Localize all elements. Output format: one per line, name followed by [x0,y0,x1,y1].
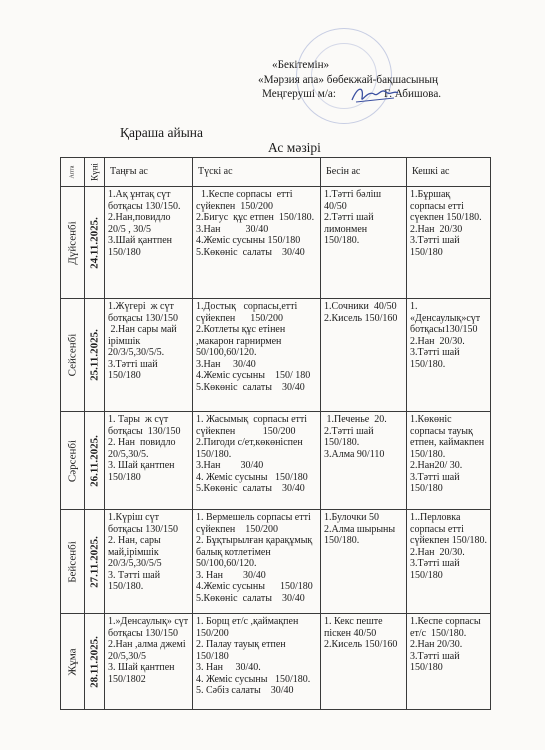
menu-title: Ас мәзірі [268,140,321,155]
menu-item: 2.Котлеты құс етінен ,макарон гарнирмен 50/100,60/120. [196,324,288,358]
snack-cell [321,299,407,412]
table-row [61,510,491,614]
menu-item: 2.Нан 20/30. [410,639,463,650]
lunch-cell [193,510,321,614]
month-label: Қараша айына [120,125,204,140]
menu-item: 1.Булочки 50 [324,512,380,523]
menu-item: 1.Сочники 40/50 [324,301,397,312]
menu-item: 3. Нан 30/40. [196,662,261,673]
menu-item: 2.Нан сары май ірімшік 20/3/5,30/5/5. [108,324,180,358]
menu-item: 5.Көкөніс салаты 30/40 [196,381,305,393]
menu-item: 5.Көкөніс салаты 30/40 [196,246,305,258]
menu-item: 4.Жеміс сусыны 150/ 180 [196,370,311,381]
date-cell: 24.11.2025. [85,187,105,299]
menu-item: 2.Нан ,алма джемі 20/5,30/5 [108,639,191,662]
menu-item: 4.Жеміс сусыны 150/180 [196,581,313,592]
menu-item: 1.Бұршақ сорпасы етті сүекпен 150/180. [410,189,482,223]
menu-item: 3. Тәтті шай 150/180. [108,569,163,592]
menu-item: 3.Тәтті шай 150/180. [410,347,463,370]
day-cell: Сәрсенбі [61,412,85,510]
menu-item: 3.Шай қантпен 150/180 [108,235,175,258]
date-cell: 26.11.2025. [85,412,105,510]
approval-position: Меңгеруші м/а: [262,88,336,100]
menu-item: 2.Бигус құс етпен 150/180. [196,212,315,223]
menu-item: 3.Тәтті шай 150/180 [410,471,463,494]
lunch-cell [193,614,321,710]
menu-item: 5.Көкөніс салаты 30/40 [196,592,305,604]
dinner-cell [407,412,491,510]
menu-item: 2.Кисель 150/160 [324,312,398,324]
menu-item: 2. Нан, сары май,ірімшік 20/3/5,30/5/5 [108,535,164,569]
menu-item: 4. Жеміс сусыны 150/180. [196,673,311,685]
dinner-cell [407,510,491,614]
menu-item: 1.Жүгері ж сүт ботқасы 130/150 [108,301,179,324]
table-row [61,299,491,412]
menu-item: 2.Нан 20/30. [410,546,465,558]
menu-item: 2.Кисель 150/160 [324,639,398,650]
breakfast-cell [105,187,193,299]
menu-item: 2.Нан20/ 30. [410,460,463,471]
header-dinner: Кешкі ас [407,158,491,187]
breakfast-cell [105,299,193,412]
breakfast-cell [105,510,193,614]
menu-item: 3.Алма 90/110 [324,448,385,460]
header-lunch: Түскі ас [193,158,321,187]
menu-item: 3.Тәтті шай 150/180 [410,235,463,258]
menu-item: 2.Тәтті шай лимонмен 150/180. [324,212,377,246]
menu-item: 1.Күріш сүт ботқасы 130/150 [108,512,179,535]
menu-item: 3.Нан 30/40 [196,223,269,235]
snack-cell [321,614,407,710]
menu-item: 1.Достық сорпасы,етті сүйекпен 150/200 [196,301,300,324]
menu-item: 2.Пигоди с/ет,көкөніспен 150/180. [196,437,306,460]
lunch-cell [193,412,321,510]
date-cell: 28.11.2025. [85,614,105,710]
menu-item: 5. Сәбіз салаты 30/40 [196,685,294,696]
menu-item: 1.Печенье 20. [324,414,387,425]
header-snack: Бесін ас [321,158,407,187]
lunch-cell [193,187,321,299]
menu-item: 1.Кеспе сорпасы ет/с 150/180. [410,616,484,639]
menu-item: 3.Тәтті шай 150/180 [410,650,463,673]
header-breakfast: Таңғы ас [105,158,193,187]
day-cell: Жұма [61,614,85,710]
menu-table [60,157,491,710]
day-cell: Дүйсенбі [61,187,85,299]
menu-item: 1..Перловка сорпасы етті сүйекпен 150/180. [410,512,488,546]
snack-cell [321,412,407,510]
menu-item: 1.Кеспе сорпасы етті сүйекпен 150/200 [196,189,296,212]
menu-item: 2. Бұқтырылған қарақұмық балық котлетімен 50/100,60/120. [196,535,315,569]
table-header-row [61,158,491,187]
breakfast-cell [105,412,193,510]
menu-item: 1. Борщ ет/с ,қаймақпен 150/200 [196,616,301,639]
header-date-column: Күні [85,158,105,187]
menu-item: 2.Нан 20/30 [410,223,463,235]
dinner-cell [407,299,491,412]
breakfast-cell [105,614,193,710]
snack-cell [321,187,407,299]
date-cell: 25.11.2025. [85,299,105,412]
table-row [61,187,491,299]
table-row [61,412,491,510]
approval-block [258,58,441,102]
menu-item: 1. Тары ж сүт ботқасы 130/150 [108,414,181,437]
menu-item: 3. Нан 30/40 [196,569,266,581]
menu-item: 1.Ақ ұнтақ сүт ботқасы 130/150. [108,189,181,212]
approval-line-3 [258,87,441,102]
menu-item: 2.Нан,повидло 20/5 , 30/5 [108,212,174,235]
dinner-cell [407,614,491,710]
date-cell: 27.11.2025. [85,510,105,614]
menu-item: 3.Нан 30/40 [196,460,264,471]
menu-item: 5.Көкөніс салаты 30/40 [196,483,305,494]
menu-item: 1. «Денсаулық»сүт ботқасы130/150 [410,301,483,335]
menu-item: 3.Тәтті шай 150/180 [108,358,161,381]
menu-item: 4.Жеміс сусыны 150/180 [196,235,301,246]
dinner-cell [407,187,491,299]
menu-item: 2. Палау тауық етпен 150/180 [196,639,289,662]
day-cell: Сейсенбі [61,299,85,412]
menu-item: 2.Нан 20/30. [410,335,465,347]
menu-item: 2.Алма шырыны 150/180. [324,523,398,546]
menu-item: 1.Тәтті бәліш 40/50 [324,189,384,212]
lunch-cell [193,299,321,412]
menu-item: 1.»Денсаулық» сүт ботқасы 130/150 [108,616,191,639]
menu-item: 4. Жеміс сусыны 150/180 [196,471,308,483]
menu-item: 3. Шай қантпен 150/1802 [108,662,178,685]
menu-item: 3.Нан 30/40 [196,358,256,370]
menu-item: 3.Тәтті шай 150/180 [410,558,463,581]
table-row [61,614,491,710]
approval-line-1: «Бекітемін» [272,59,330,71]
menu-item: 1. Вермешель сорпасы етті сүйекпен 150/200 [196,512,314,535]
approval-name: Г. Абишова. [383,88,442,100]
menu-item: 2.Тәтті шай 150/180. [324,425,377,448]
menu-item: 1.Көкөніс сорпасы тауық етпен, каймакпен 150/180. [410,414,487,460]
menu-item: 1. Кекс пеште піскен 40/50 [324,616,386,639]
snack-cell [321,510,407,614]
approval-line-2: «Мәрзия апа» бөбекжай-бақшасының [258,73,439,86]
menu-item: 2. Нан повидло 20/5,30/5. [108,437,179,460]
header-day-column: Апта [61,158,85,187]
menu-item: 1. Жасымық сорпасы етті сүйекпен 150/200 [196,414,310,437]
day-cell: Бейсенбі [61,510,85,614]
menu-item: 3. Шай қантпен 150/180 [108,460,178,483]
